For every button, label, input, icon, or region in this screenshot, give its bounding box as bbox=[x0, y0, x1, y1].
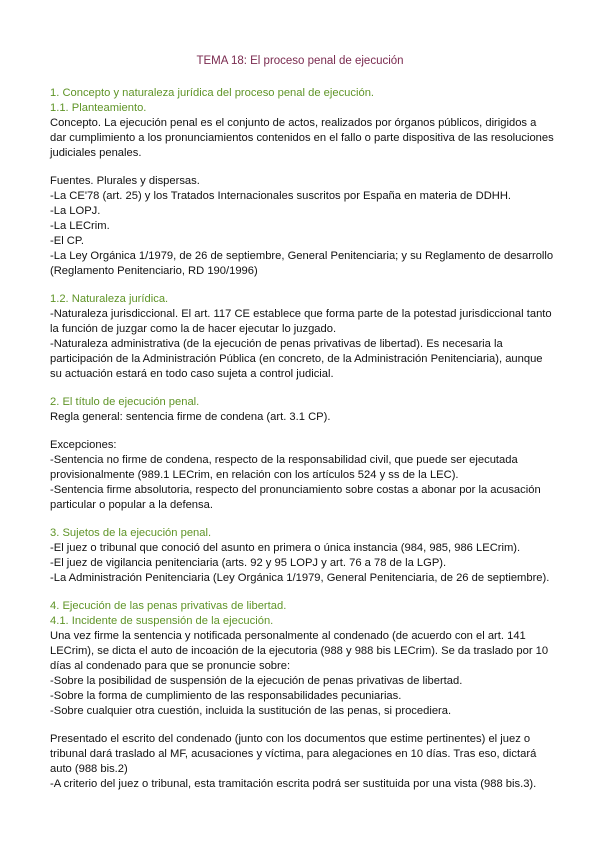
body-line: -Sentencia firme absolutoria, respecto del pronunciamiento sobre costas a abonar por la acusación bbox=[50, 484, 541, 496]
section-heading: 4.1. Incidente de suspensión de la ejecución. bbox=[50, 615, 274, 627]
body-line: provisionalmente (989.1 LECrim, en relación con los artículos 524 y ss de la LEC). bbox=[50, 469, 459, 481]
body-line: -Naturaleza jurisdiccional. El art. 117 CE establece que forma parte de la potestad jurisdiccional tanto bbox=[50, 308, 552, 320]
body-line: -La CE'78 (art. 25) y los Tratados Internacionales suscritos por España en materia de DDHH. bbox=[50, 190, 512, 202]
body-line: -Sobre cualquier otra cuestión, incluida la sustitución de las penas, si procediera. bbox=[50, 705, 452, 717]
section-heading: 2. El título de ejecución penal. bbox=[50, 396, 200, 408]
body-line: participación de la Administración Pública (en concreto, de la Administración Penitenciaria), aunque bbox=[50, 353, 543, 365]
section-heading: 1. Concepto y naturaleza jurídica del proceso penal de ejecución. bbox=[50, 87, 375, 99]
body-line: LECrim), se dicta el auto de incoación de la ejecutoria (988 y 988 bis LECrim). Se da traslado por 10 bbox=[50, 645, 549, 657]
page-title: TEMA 18: El proceso penal de ejecución bbox=[196, 55, 404, 67]
body-line: particular o popular a la defensa. bbox=[50, 499, 213, 511]
section-heading: 4. Ejecución de las penas privativas de libertad. bbox=[50, 600, 287, 612]
body-line: -La Ley Orgánica 1/1979, de 26 de septiembre, General Penitenciaria; y su Reglamento de desarrollo bbox=[50, 250, 554, 262]
body-line: la función de juzgar como la de hacer ejecutar lo juzgado. bbox=[50, 323, 337, 335]
body-line: -Sentencia no firme de condena, respecto de la responsabilidad civil, que puede ser ejecutada bbox=[50, 454, 518, 466]
body-line: Concepto. La ejecución penal es el conjunto de actos, realizados por órganos públicos, dirigidos a bbox=[50, 117, 537, 129]
body-line: -Sobre la forma de cumplimiento de las responsabilidades pecuniarias. bbox=[50, 690, 402, 702]
body-line: Presentado el escrito del condenado (junto con los documentos que estime pertinentes) el juez o bbox=[50, 733, 531, 745]
body-line: -El juez o tribunal que conoció del asunto en primera o única instancia (984, 985, 986 LECrim). bbox=[50, 542, 521, 554]
body-line: días al condenado para que se pronuncie sobre: bbox=[50, 660, 291, 672]
body-line: -La Administración Penitenciaria (Ley Orgánica 1/1979, General Penitenciaria, de 26 de septiembre). bbox=[50, 572, 550, 584]
body-line: -El juez de vigilancia penitenciaria (arts. 92 y 95 LOPJ y art. 76 a 78 de la LGP). bbox=[50, 557, 447, 569]
body-line: -Sobre la posibilidad de suspensión de la ejecución de penas privativas de libertad. bbox=[50, 675, 463, 687]
section-heading: 1.1. Planteamiento. bbox=[50, 102, 147, 114]
body-line: judiciales penales. bbox=[50, 147, 142, 159]
body-line: dar cumplimiento a los pronunciamientos contenidos en el fallo o parte dispositiva de las resoluciones bbox=[50, 132, 554, 144]
body-line: -La LOPJ. bbox=[50, 205, 101, 217]
body-line: -Naturaleza administrativa (de la ejecución de penas privativas de libertad). Es necesaria la bbox=[50, 338, 503, 350]
body-line: auto (988 bis.2) bbox=[50, 763, 128, 775]
body-line: Una vez firme la sentencia y notificada personalmente al condenado (de acuerdo con el art. 141 bbox=[50, 630, 526, 642]
body-line: -La LECrim. bbox=[50, 220, 110, 232]
body-line: tribunal dará traslado al MF, acusaciones y víctima, para alegaciones en 10 días. Tras eso, dictará bbox=[50, 748, 537, 760]
section-heading: 1.2. Naturaleza jurídica. bbox=[50, 293, 169, 305]
section-heading: 3. Sujetos de la ejecución penal. bbox=[50, 527, 212, 539]
body-line: -A criterio del juez o tribunal, esta tramitación escrita podrá ser sustituida por una vista (988 bis.3). bbox=[50, 778, 537, 790]
body-line: (Reglamento Penitenciario, RD 190/1996) bbox=[50, 265, 258, 277]
body-line: Fuentes. Plurales y dispersas. bbox=[50, 175, 200, 187]
body-line: su actuación estará en todo caso sujeta a control judicial. bbox=[50, 368, 334, 380]
body-line: Regla general: sentencia firme de condena (art. 3.1 CP). bbox=[50, 411, 331, 423]
body-line: Excepciones: bbox=[50, 439, 117, 451]
body-line: -El CP. bbox=[50, 235, 84, 247]
